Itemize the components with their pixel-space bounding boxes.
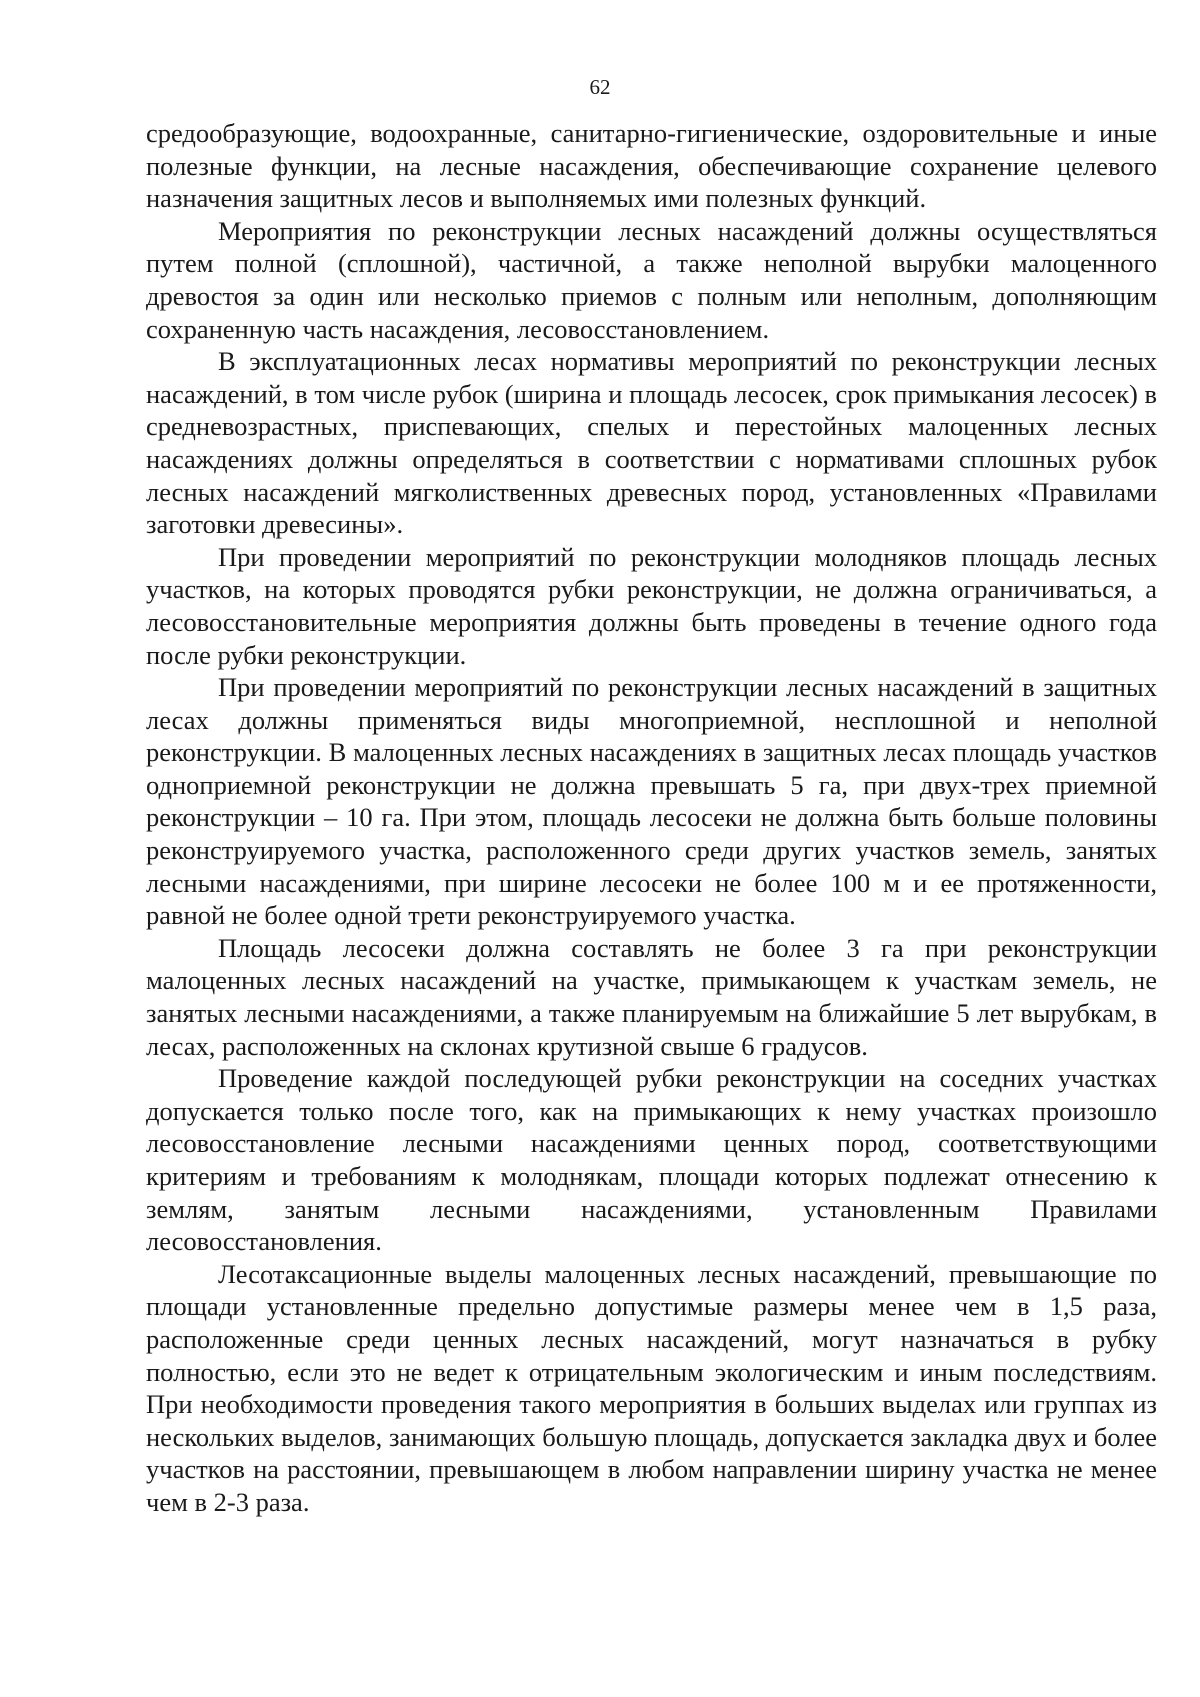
paragraph-continuation: средообразующие, водоохранные, санитарно-гигиенические, оздоровительные и иные полезные функции, на лесные насаждения, обеспечивающие сохранение целевого назначения защитных лесов и выполняемых ими полезных функций. [146,118,1157,214]
paragraph-reconstruction-methods: Мероприятия по реконструкции лесных насаждений должны осуществляться путем полной (сплошной), частичной, а также неполной вырубки малоценного древостоя за один или несколько приемов с полным или неполным, дополняющим сохраненную часть насаждения, лесовосстановлением. [146,215,1157,344]
document-body [146,117,1157,1519]
paragraph-taxation-units: Лесотаксационные выделы малоценных лесных насаждений, превышающие по площади установленные предельно допустимые размеры менее чем в 1,5 раза, расположенные среди ценных лесных насаждений, могут назначаться в рубку полностью, если это не ведет к отрицательным экологическим и иным последствиям. При необходимости проведения такого мероприятия в больших выделах или группах из нескольких выделов, занимающих большую площадь, допускается закладка двух и более участков на расстоянии, превышающем в любом направлении ширину участка не менее чем в 2-3 раза. [146,1258,1157,1517]
paragraph-protective-forests: При проведении мероприятий по реконструкции лесных насаждений в защитных лесах должны применяться виды многоприемной, несплошной и неполной реконструкции. В малоценных лесных насаждениях в защитных лесах площадь участков одноприемной реконструкции не должна превышать 5 га, при двух-трех приемной реконструкции – 10 га. При этом, площадь лесосеки не должна быть больше половины реконструируемого участка, расположенного среди других участков земель, занятых лесными насаждениями, при ширине лесосеки не более 100 м и ее протяженности, равной не более одной трети реконструируемого участка. [146,672,1157,931]
page-number: 62 [589,75,611,99]
paragraph-subsequent-cuttings: Проведение каждой последующей рубки реконструкции на соседних участках допускается только после того, как на примыкающих к нему участках произошло лесовосстановление лесными насаждениями ценных пород, соответствующими критериям и требованиям к молоднякам, площади которых подлежат отнесению к землям, занятым лесными насаждениями, установленным Правилами лесовосстановления. [146,1063,1157,1257]
paragraph-cutting-area-limit: Площадь лесосеки должна составлять не более 3 га при реконструкции малоценных лесных насаждений на участке, примыкающем к участкам земель, не занятых лесными насаждениями, а также планируемым на ближайшие 5 лет вырубкам, в лесах, расположенных на склонах крутизной свыше 6 градусов. [146,932,1157,1061]
paragraph-young-stands: При проведении мероприятий по реконструкции молодняков площадь лесных участков, на которых проводятся рубки реконструкции, не должна ограничиваться, а лесовосстановительные мероприятия должны быть проведены в течение одного года после рубки реконструкции. [146,541,1157,670]
paragraph-exploitation-forests: В эксплуатационных лесах нормативы мероприятий по реконструкции лесных насаждений, в том числе рубок (ширина и площадь лесосек, срок примыкания лесосек) в средневозрастных, приспевающих, спелых и перестойных малоценных лесных насаждениях должны определяться в соответствии с нормативами сплошных рубок лесных насаждений мягколиственных древесных пород, установленных «Правилами заготовки древесины». [146,346,1157,540]
